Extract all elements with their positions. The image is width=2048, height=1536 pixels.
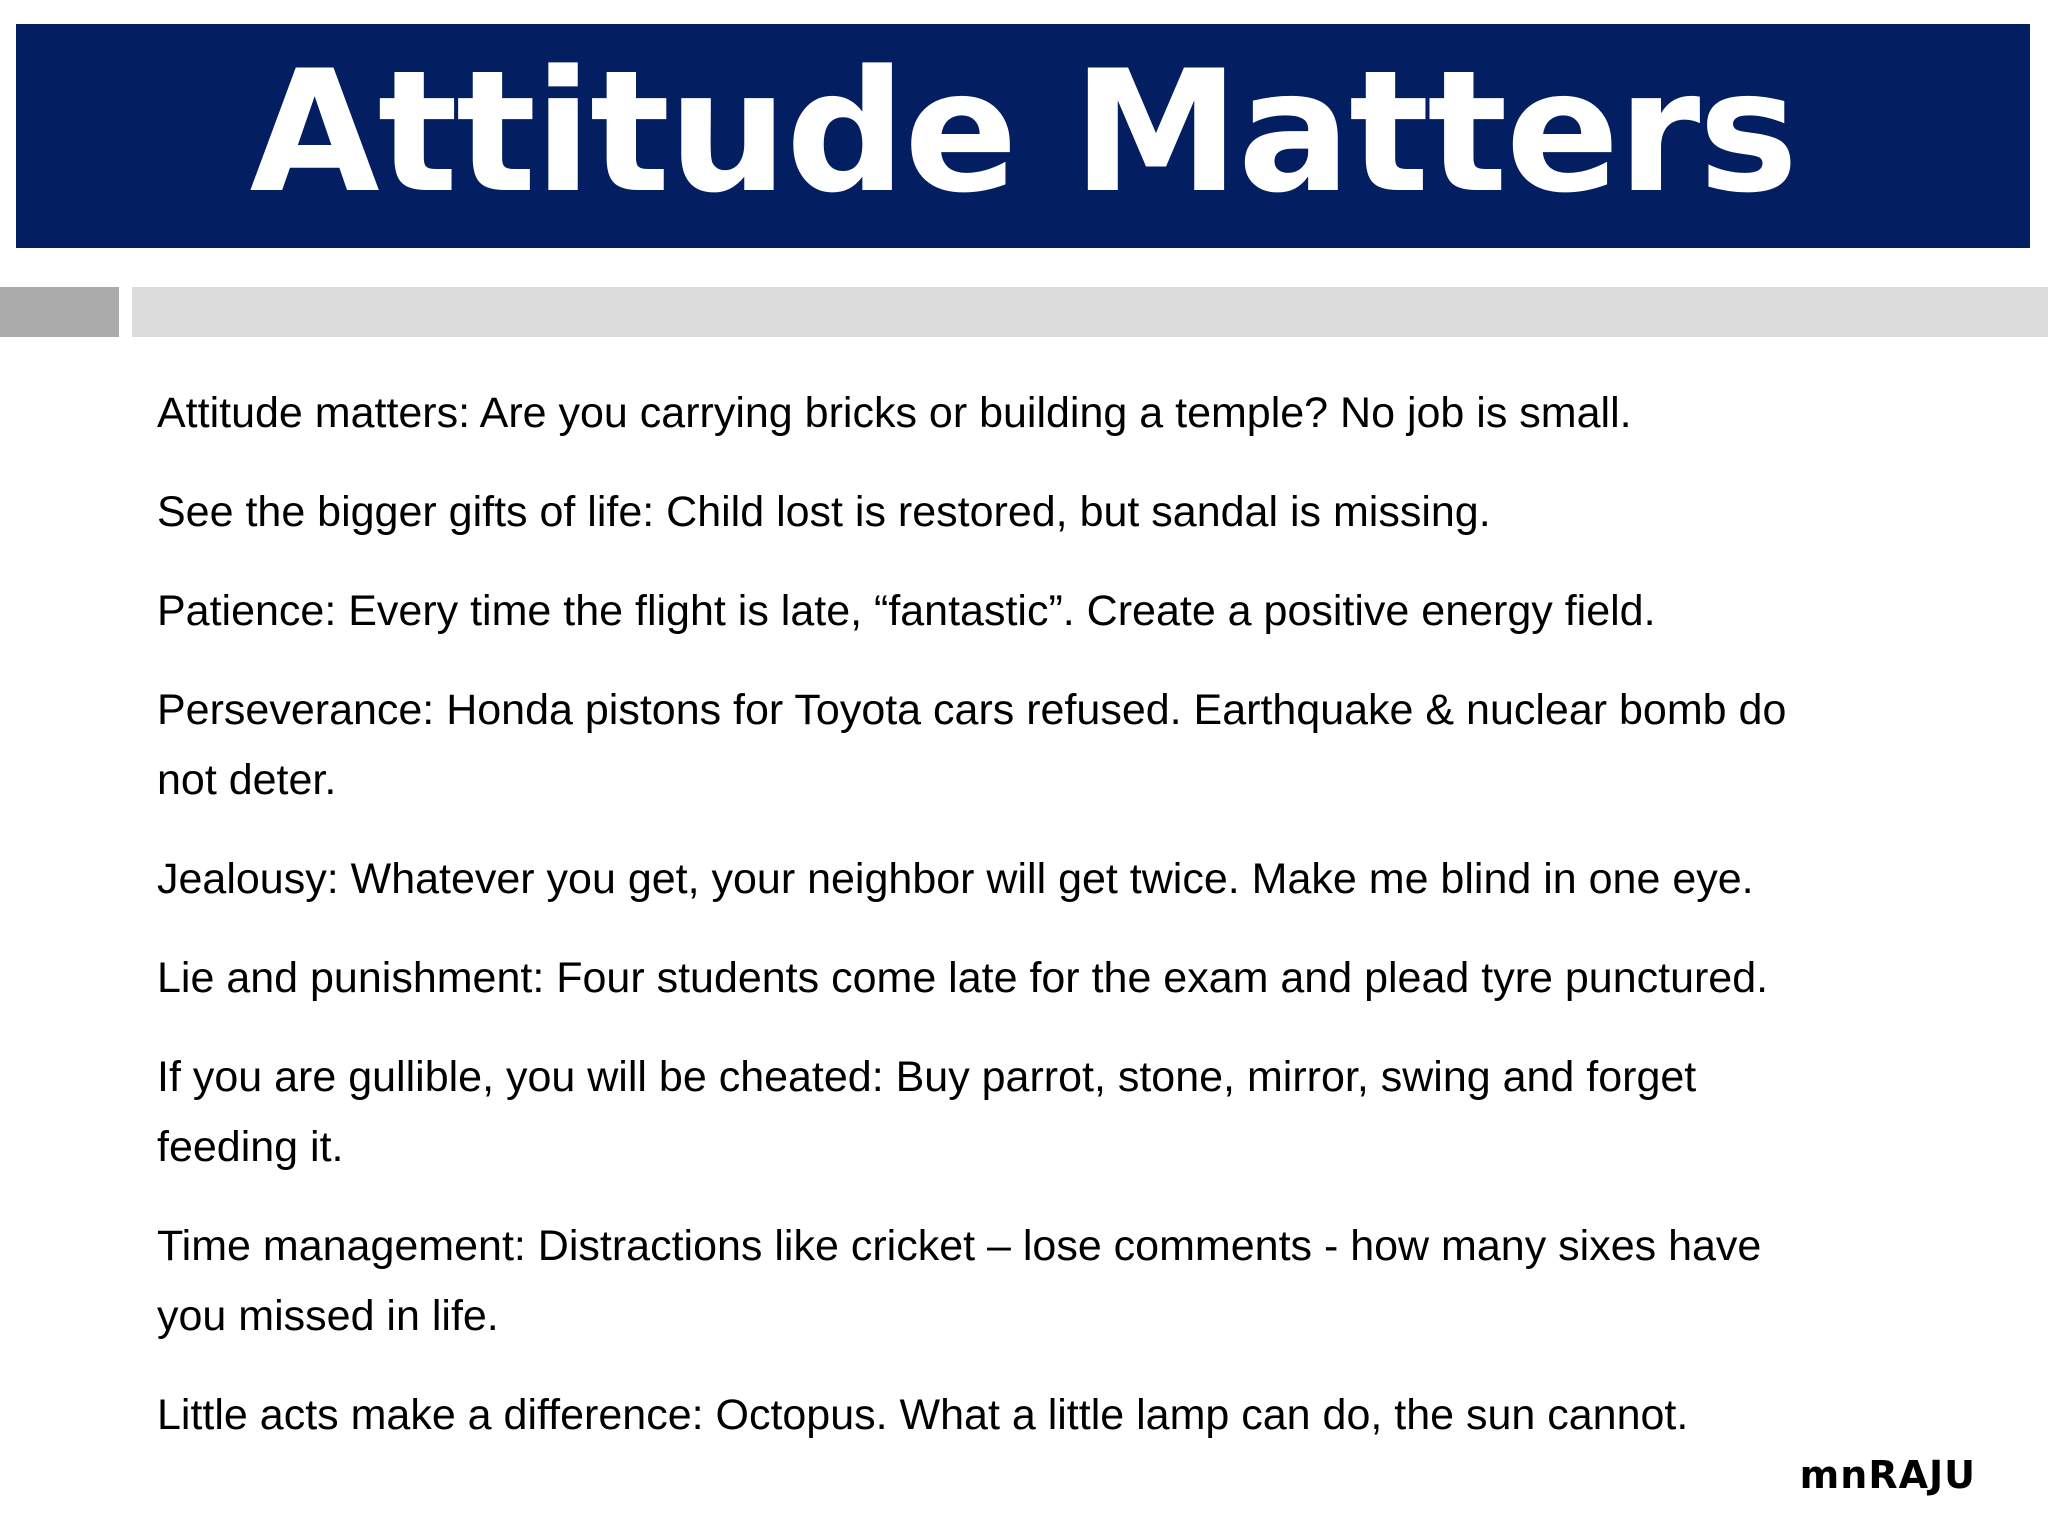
body-line-gullible: If you are gullible, you will be cheated: Buy parrot, stone, mirror, swing and forget feeding it. [157,1053,1697,1171]
body-line-attitude: Attitude matters: Are you carrying bricks or building a temple? No job is small. [157,389,1632,437]
rule-bar [132,287,2048,337]
body-line-time-management: Time management: Distractions like cricket – lose comments - how many sixes have you missed in life. [157,1222,1762,1340]
accent-block [0,287,119,337]
body-line-jealousy: Jealousy: Whatever you get, your neighbor will get twice. Make me blind in one eye. [157,855,1754,903]
body-line-lie-punishment: Lie and punishment: Four students come late for the exam and plead tyre punctured. [157,954,1769,1002]
slide-title: Attitude Matters [249,34,1797,230]
body-line-patience: Patience: Every time the flight is late, “fantastic”. Create a positive energy field. [157,587,1656,635]
body-line-little-acts: Little acts make a difference: Octopus. What a little lamp can do, the sun cannot. [157,1391,1689,1439]
title-banner [16,24,2030,248]
body-line-bigger-gifts: See the bigger gifts of life: Child lost is restored, but sandal is missing. [157,488,1491,536]
slide-body [157,378,1957,1450]
author-signature: mnRAJU [1799,1453,1976,1497]
body-line-perseverance: Perseverance: Honda pistons for Toyota cars refused. Earthquake & nuclear bomb do not deter. [157,686,1787,804]
